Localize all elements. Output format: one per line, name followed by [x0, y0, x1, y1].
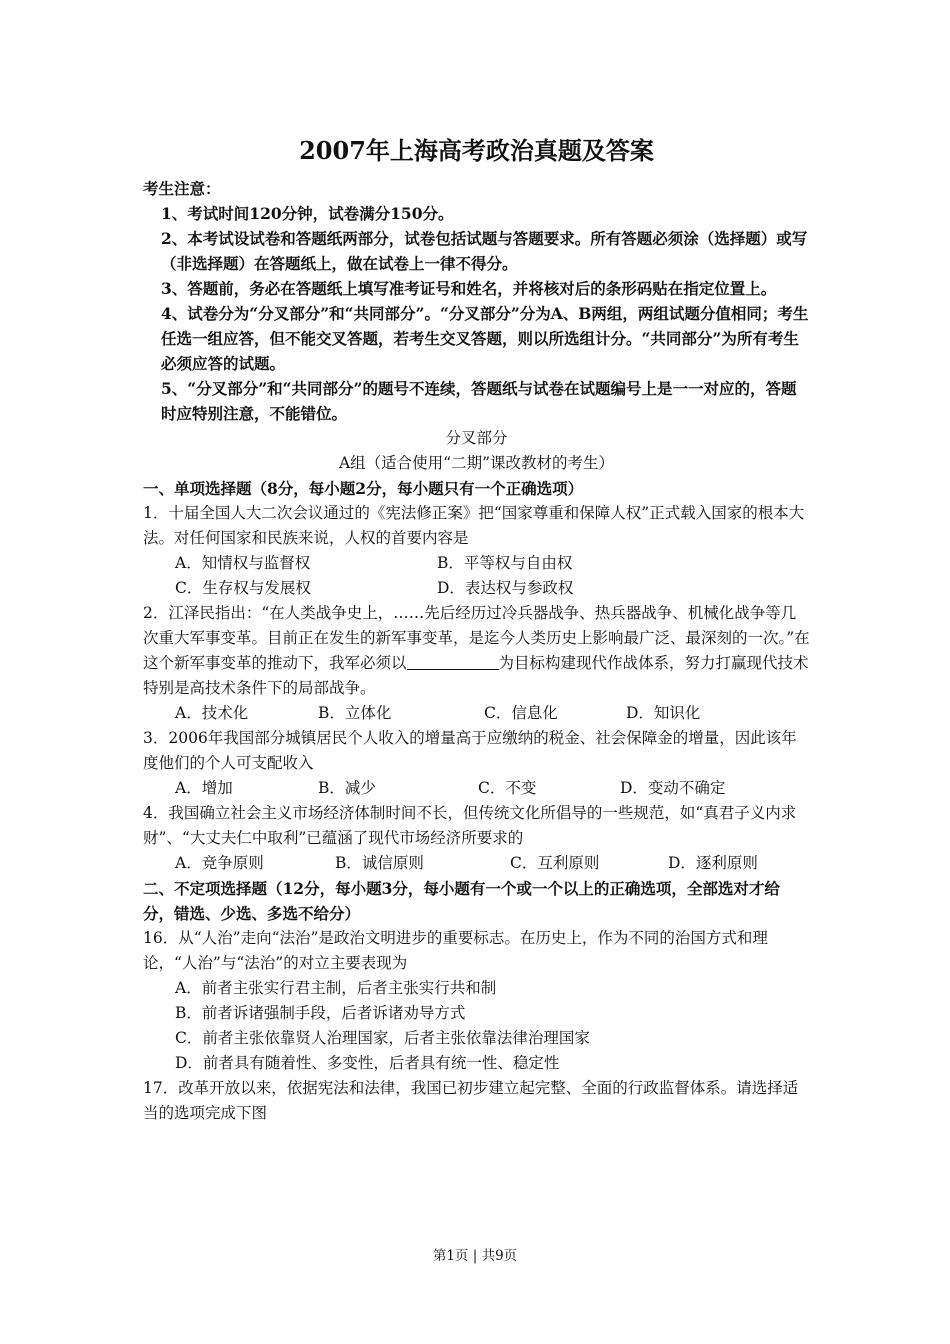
option-b: B．平等权与自由权	[437, 554, 573, 572]
notice-item-2: 2、本考试设试卷和答题纸两部分，试卷包括试题与答题要求。所有答题必须涂（选择题）或写（非选择题）在答题纸上，做在试卷上一律不得分。	[161, 229, 808, 273]
option-c: C．前者主张依靠贤人治理国家，后者主张依靠法律治理国家	[175, 1029, 590, 1047]
option-a: A．前者主张实行君主制，后者主张实行共和制	[175, 979, 497, 997]
question-2-stem	[143, 601, 810, 701]
page-footer: 第1页 | 共9页	[432, 1248, 518, 1264]
notice-heading: 考生注意：	[143, 179, 221, 198]
option-c: C．生存权与发展权	[175, 579, 311, 597]
group-title: A组（适合使用“二期”课改教材的考生）	[338, 454, 615, 472]
option-a: A．增加	[175, 779, 233, 797]
option-d: D．知识化	[626, 704, 701, 722]
option-b: B．立体化	[318, 704, 392, 722]
option-c: C．不变	[478, 779, 537, 797]
option-d: D．表达权与参政权	[437, 579, 574, 597]
option-b: B．诚信原则	[335, 854, 424, 872]
notice-item-1: 1、考试时间120分钟，试卷满分150分。	[161, 204, 454, 223]
question-17-stem: 17．改革开放以来，依据宪法和法律，我国已初步建立起完整、全面的行政监督体系。请选择适当的选项完成下图	[143, 1079, 799, 1122]
part-title: 分叉部分	[445, 429, 508, 447]
option-b: B．前者诉诸强制手段，后者诉诸劝导方式	[175, 1004, 466, 1022]
section1-heading: 一、单项选择题（8分，每小题2分，每小题只有一个正确选项）	[143, 479, 584, 498]
question-3-options	[143, 776, 810, 801]
option-d: D．逐利原则	[668, 854, 758, 872]
question-2-stem-before: 2．江泽民指出：“在人类战争史上，……先后经历过冷兵器战争、热兵器战争、机械化战争等几次重大军事变革。目前正在发生的新军事变革，是迄今人类历史上影响最广泛、最深刻的一次。”在这个新军事变革的推动下，我军必须以	[143, 604, 810, 672]
option-c: C．互利原则	[510, 854, 600, 872]
option-a: A．技术化	[175, 704, 249, 722]
option-b: B．减少	[318, 779, 376, 797]
option-a: A．竞争原则	[175, 854, 264, 872]
notice-item-3: 3、答题前，务必在答题纸上填写准考证号和姓名，并将核对后的条形码贴在指定位置上。	[161, 279, 777, 298]
notice-item-4: 4、试卷分为“分叉部分”和“共同部分”。“分叉部分”分为A、B两组，两组试题分值相同；考生任选一组应答，但不能交叉答题，若考生交叉答题，则以所选组计分。“共同部分”为所有考生必须应答的试题。	[161, 304, 809, 373]
question-3-stem: 3．2006年我国部分城镇居民个人收入的增量高于应缴纳的税金、社会保障金的增量，因此该年度他们的个人可支配收入	[143, 729, 797, 772]
question-16-stem: 16．从“人治”走向“法治”是政治文明进步的重要标志。在历史上，作为不同的治国方式和理论，“人治”与“法治”的对立主要表现为	[143, 929, 768, 972]
notice-item-5: 5、“分叉部分”和“共同部分”的题号不连续，答题纸与试卷在试题编号上是一一对应的，答题时应特别注意，不能错位。	[161, 379, 797, 423]
option-d: D．前者具有随着性、多变性，后者具有统一性、稳定性	[175, 1054, 560, 1072]
option-d: D．变动不确定	[620, 779, 726, 797]
question-16-options	[143, 976, 810, 1076]
question-2-options	[143, 701, 810, 726]
question-1-options-row2	[143, 576, 810, 601]
question-2-stem-after: 为目标构建现代作战体系，努力打赢现代技术特别是高技术条件下的局部战争。	[143, 654, 809, 697]
answer-blank	[407, 653, 499, 670]
question-4-stem: 4．我国确立社会主义市场经济体制时间不长，但传统文化所倡导的一些规范，如“真君子义内求财”、“大丈夫仁中取利”已蕴涵了现代市场经济所要求的	[143, 804, 797, 847]
option-c: C．信息化	[484, 704, 558, 722]
section2-heading: 二、不定项选择题（12分，每小题3分，每小题有一个或一个以上的正确选项，全部选对才给分，错选、少选、多选不给分）	[143, 879, 780, 923]
option-a: A．知情权与监督权	[175, 554, 311, 572]
page-title: 2007年上海高考政治真题及答案	[299, 136, 654, 165]
question-4-options	[143, 851, 810, 876]
question-1-options	[143, 551, 810, 576]
question-1-stem: 1．十届全国人大二次会议通过的《宪法修正案》把“国家尊重和保障人权”正式载入国家的根本大法。对任何国家和民族来说，人权的首要内容是	[143, 504, 805, 547]
